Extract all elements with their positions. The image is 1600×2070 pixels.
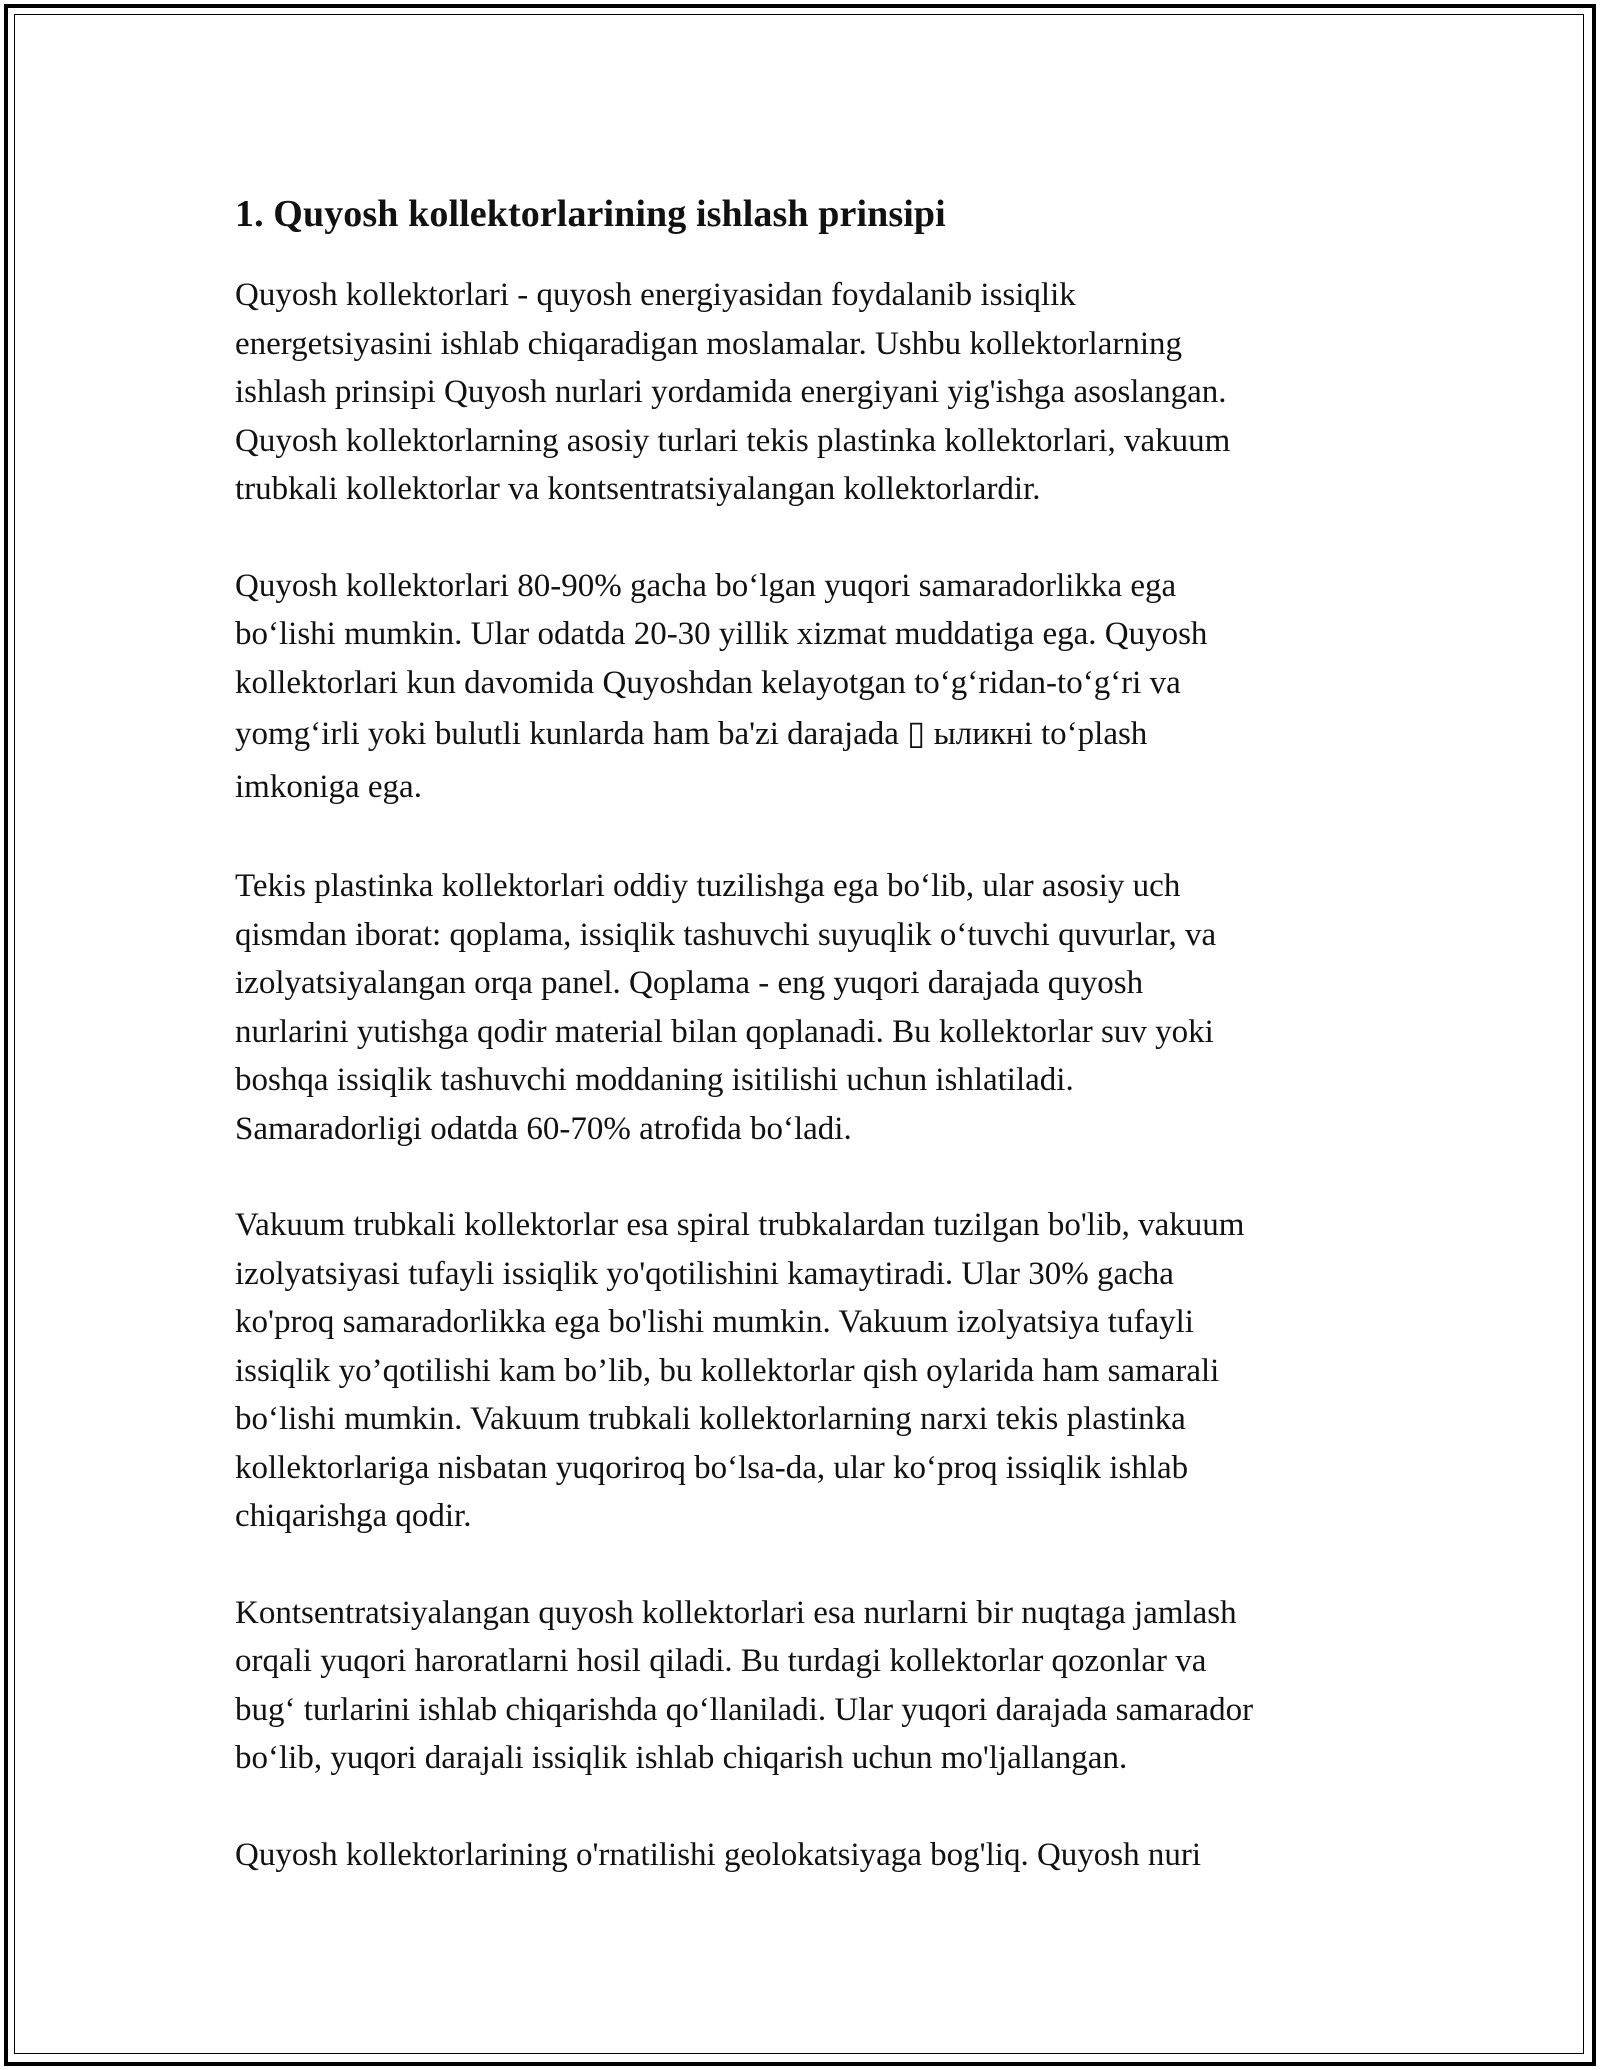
text-line: ishlash prinsipi Quyosh nurlari yordamida energiyani yig'ishga asoslangan. [235,374,1227,410]
text-line: orqali yuqori haroratlarni hosil qiladi. Bu turdagi kollektorlar qozonlar va [235,1643,1207,1679]
text-line: boshqa issiqlik tashuvchi moddaning isitilishi uchun ishlatiladi. [235,1062,1074,1098]
text-line: bo‘lishi mumkin. Ular odatda 20-30 yillik xizmat muddatiga ega. Quyosh [235,616,1208,652]
text-line: imkoniga ega. [235,769,422,805]
text-line: Samaradorligi odatda 60-70% atrofida bo‘ladi. [235,1110,852,1147]
text-line: bo‘lishi mumkin. Vakuum trubkali kollektorlarning narxi tekis plastinka [235,1401,1186,1437]
text-line: Kontsentratsiyalangan quyosh kollektorlari esa nurlarni bir nuqtaga jamlash [235,1594,1237,1631]
text-line: Quyosh kollektorlarning asosiy turlari tekis plastinka kollektorlari, vakuum [235,422,1231,459]
text-line: trubkali kollektorlar va kontsentratsiyalangan kollektorlardir. [235,471,1041,507]
text-line: energetsiyasini ishlab chiqaradigan moslamalar. Ushbu kollektorlarning [235,325,1182,362]
text-line: Vakuum trubkali kollektorlar esa spiral trubkalardan tuzilgan bo'lib, vakuum [235,1207,1245,1243]
document-body [235,186,1385,1927]
text-line: bug‘ turlarini ishlab chiqarishda qo‘llaniladi. Ular yuqori darajada samarador [235,1691,1254,1728]
text-line: kollektorlari kun davomida Quyoshdan kelayotgan to‘g‘ridan-to‘g‘ri va [235,664,1181,701]
text-line: chiqarishga qodir. [235,1498,472,1534]
paragraph-1 [235,271,1385,514]
section-heading: 1. Quyosh kollektorlarining ishlash prinsipi [235,193,946,235]
text-line: yomg‘irli yoki bulutli kunlarda ham ba'zi darajada ▯ ыликні to‘plash [235,716,1148,752]
paragraph-6 [235,1831,1385,1880]
text-line: issiqlik yo’qotilishi kam bo’lib, bu kollektorlar qish oylarida ham samarali [235,1352,1220,1389]
text-line: qismdan iborat: qoplama, issiqlik tashuvchi suyuqlik o‘tuvchi quvurlar, va [235,916,1217,953]
text-line: Quyosh kollektorlarining o'rnatilishi geolokatsiyaga bog'liq. Quyosh nuri [235,1836,1202,1873]
text-line: nurlarini yutishga qodir material bilan qoplanadi. Bu kollektorlar suv yoki [235,1013,1214,1050]
paragraph-5 [235,1589,1385,1783]
paragraph-2 [235,562,1385,815]
text-line: Tekis plastinka kollektorlari oddiy tuzilishga ega bo‘lib, ular asosiy uch [235,868,1181,904]
text-line: Quyosh kollektorlari - quyosh energiyasidan foydalanib issiqlik [235,277,1076,313]
paragraph-4 [235,1201,1385,1541]
text-line: ko'proq samaradorlikka ega bo'lishi mumkin. Vakuum izolyatsiya tufayli [235,1304,1194,1340]
text-line: izolyatsiyasi tufayli issiqlik yo'qotilishini kamaytiradi. Ular 30% gacha [235,1255,1174,1292]
text-line: izolyatsiyalangan orqa panel. Qoplama - eng yuqori darajada quyosh [235,965,1144,1001]
text-line: Quyosh kollektorlari 80-90% gacha bo‘lgan yuqori samaradorlikka ega [235,567,1177,604]
text-line: kollektorlariga nisbatan yuqoriroq bo‘lsa-da, ular ko‘proq issiqlik ishlab [235,1449,1189,1486]
text-line: bo‘lib, yuqori darajali issiqlik ishlab chiqarish uchun mo'ljallangan. [235,1740,1128,1776]
paragraph-3 [235,862,1385,1153]
